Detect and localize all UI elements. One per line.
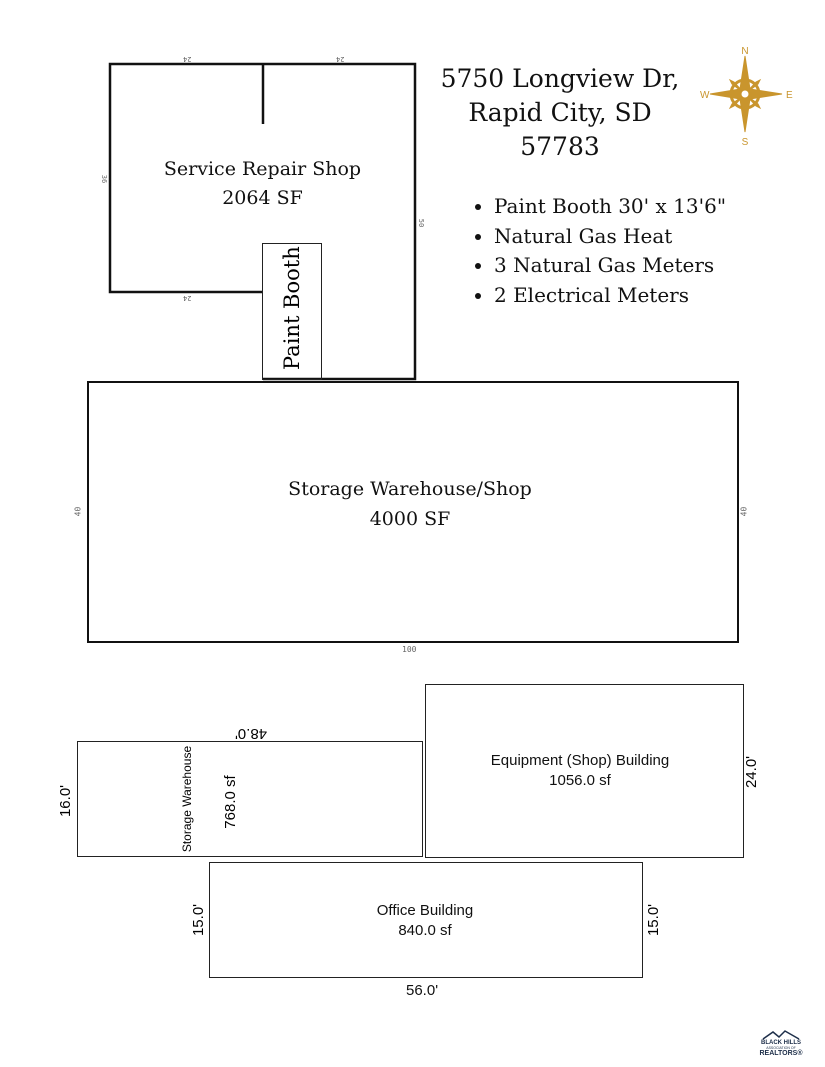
equipment-building-name: Equipment (Shop) Building — [490, 752, 670, 769]
service-shop-dim-left: 36 — [100, 174, 109, 184]
black-hills-realtors-logo — [752, 1030, 810, 1060]
service-shop-name: Service Repair Shop — [163, 158, 362, 180]
office-building-dim-left: 15.0' — [190, 903, 207, 937]
logo-line-1: BLACK HILLS — [761, 1040, 801, 1046]
compass-n-label: N — [741, 46, 749, 57]
storage-shop-name: Storage Warehouse/Shop — [288, 478, 532, 500]
logo-line-3: REALTORS® — [759, 1050, 803, 1057]
compass-w-label: W — [700, 90, 710, 101]
service-shop-dim-top-left: 24 — [183, 55, 192, 63]
address-line-2: Rapid City, SD 57783 — [468, 98, 652, 161]
feature-item: • Paint Booth 30' x 13'6" — [494, 192, 726, 222]
feature-item: • 2 Electrical Meters — [494, 281, 726, 311]
equipment-building-label — [460, 751, 700, 791]
service-shop-area: 2064 SF — [222, 187, 303, 209]
storage-shop-dim-right: 40 — [739, 506, 749, 517]
service-repair-shop-outline — [0, 0, 825, 400]
storage-warehouse-name: Storage Warehouse — [180, 745, 194, 853]
address-line-1: 5750 Longview Dr, — [440, 64, 680, 93]
office-building-area: 840.0 sf — [398, 922, 452, 939]
mountain-logo-icon — [761, 1030, 801, 1040]
storage-warehouse-dim-left: 16.0' — [57, 784, 74, 818]
feature-item: • Natural Gas Heat — [494, 222, 726, 252]
paint-booth-label: Paint Booth — [280, 246, 304, 370]
storage-warehouse-area: 768.0 sf — [222, 775, 239, 829]
service-shop-dim-top-right: 24 — [336, 55, 345, 63]
service-shop-label — [140, 155, 385, 213]
feature-item: • 3 Natural Gas Meters — [494, 251, 726, 281]
storage-warehouse-dim-top: 48.0' — [234, 725, 268, 742]
office-building-dim-bottom: 56.0' — [406, 982, 439, 999]
service-shop-dim-bottom: 24 — [183, 294, 192, 302]
compass-e-label: E — [786, 90, 793, 101]
storage-shop-label — [250, 474, 570, 534]
storage-shop-area: 4000 SF — [369, 508, 451, 530]
equipment-building-dim-right: 24.0' — [743, 755, 760, 789]
storage-shop-dim-left: 40 — [73, 506, 83, 517]
office-building-name: Office Building — [376, 902, 474, 919]
office-building-dim-right: 15.0' — [645, 903, 662, 937]
storage-warehouse-outline — [77, 741, 423, 857]
storage-shop-dim-bottom: 100 — [402, 645, 417, 654]
service-shop-dim-right: 50 — [417, 218, 426, 228]
equipment-building-area: 1056.0 sf — [549, 772, 611, 789]
logo-line-2: ASSOCIATION OF — [766, 1046, 796, 1050]
office-building-label — [325, 901, 525, 941]
compass-s-label: S — [741, 137, 749, 148]
